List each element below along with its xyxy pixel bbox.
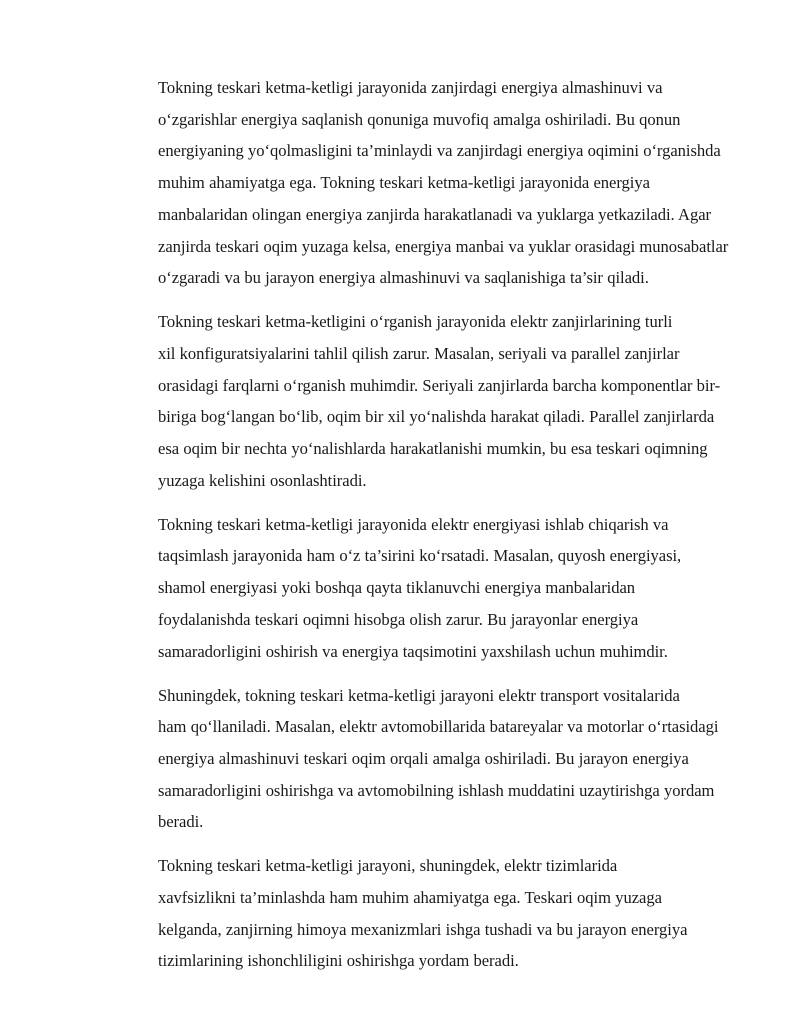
paragraph-line: o‘zgaradi va bu jarayon energiya almashinuvi va saqlanishiga ta’sir qiladi. — [158, 268, 649, 288]
paragraph-line: tizimlarining ishonchliligini oshirishga yordam beradi. — [158, 951, 519, 971]
paragraph-line: samaradorligini oshirishga va avtomobilning ishlash muddatini uzaytirishga yordam — [158, 780, 715, 800]
paragraph-4 — [112, 680, 732, 839]
paragraph-line: energiyaning yo‘qolmasligini ta’minlaydi va zanjirdagi energiya oqimini o‘rganishda — [158, 141, 721, 161]
paragraph-2 — [112, 306, 732, 496]
paragraph-line: xavfsizlikni ta’minlashda ham muhim ahamiyatga ega. Teskari oqim yuzaga — [158, 888, 662, 908]
paragraph-line: kelganda, zanjirning himoya mexanizmlari ishga tushadi va bu jarayon energiya — [158, 919, 688, 939]
paragraph-line: muhim ahamiyatga ega. Tokning teskari ketma-ketligi jarayonida energiya — [158, 173, 650, 193]
paragraph-3 — [112, 509, 732, 668]
paragraph-line: xil konfiguratsiyalarini tahlil qilish zarur. Masalan, seriyali va parallel zanjirlar — [158, 343, 680, 363]
paragraph-5 — [112, 850, 732, 977]
paragraph-line: manbalaridan olingan energiya zanjirda harakatlanadi va yuklarga yetkaziladi. Agar — [158, 204, 712, 224]
paragraph-line: shamol energiyasi yoki boshqa qayta tiklanuvchi energiya manbalaridan — [158, 578, 636, 598]
paragraph-line: o‘zgarishlar energiya saqlanish qonuniga muvofiq amalga oshiriladi. Bu qonun — [158, 109, 681, 129]
paragraph-line: Tokning teskari ketma-ketligi jarayonida zanjirdagi energiya almashinuvi va — [158, 78, 663, 97]
paragraph-line: ham qo‘llaniladi. Masalan, elektr avtomobillarida batareyalar va motorlar o‘rtasidagi — [158, 717, 719, 737]
paragraph-line: yuzaga kelishini osonlashtiradi. — [158, 470, 367, 490]
paragraph-line: zanjirda teskari oqim yuzaga kelsa, energiya manbai va yuklar orasidagi munosabatlar — [158, 236, 729, 256]
paragraph-line: biriga bog‘langan bo‘lib, oqim bir xil yo‘nalishda harakat qiladi. Parallel zanjirlarda — [158, 407, 715, 427]
paragraph-line: Tokning teskari ketma-ketligini o‘rganish jarayonida elektr zanjirlarining turli — [158, 312, 673, 332]
document-body — [112, 72, 732, 989]
paragraph-line: Tokning teskari ketma-ketligi jarayoni, shuningdek, elektr tizimlarida — [158, 856, 618, 876]
paragraph-line: beradi. — [158, 812, 204, 832]
paragraph-line: energiya almashinuvi teskari oqim orqali amalga oshiriladi. Bu jarayon energiya — [158, 748, 689, 768]
paragraph-line: Shuningdek, tokning teskari ketma-ketligi jarayoni elektr transport vositalarida — [158, 685, 680, 705]
paragraph-line: samaradorligini oshirish va energiya taqsimotini yaxshilash uchun muhimdir. — [158, 641, 668, 661]
paragraph-line: orasidagi farqlarni o‘rganish muhimdir. Seriyali zanjirlarda barcha komponentlar bir- — [158, 375, 721, 395]
paragraph-line: taqsimlash jarayonida ham o‘z ta’sirini ko‘rsatadi. Masalan, quyosh energiyasi, — [158, 546, 682, 566]
paragraph-line: Tokning teskari ketma-ketligi jarayonida elektr energiyasi ishlab chiqarish va — [158, 514, 669, 534]
paragraph-1 — [112, 72, 732, 294]
paragraph-line: foydalanishda teskari oqimni hisobga olish zarur. Bu jarayonlar energiya — [158, 609, 639, 629]
paragraph-line: esa oqim bir nechta yo‘nalishlarda harakatlanishi mumkin, bu esa teskari oqimning — [158, 439, 708, 459]
